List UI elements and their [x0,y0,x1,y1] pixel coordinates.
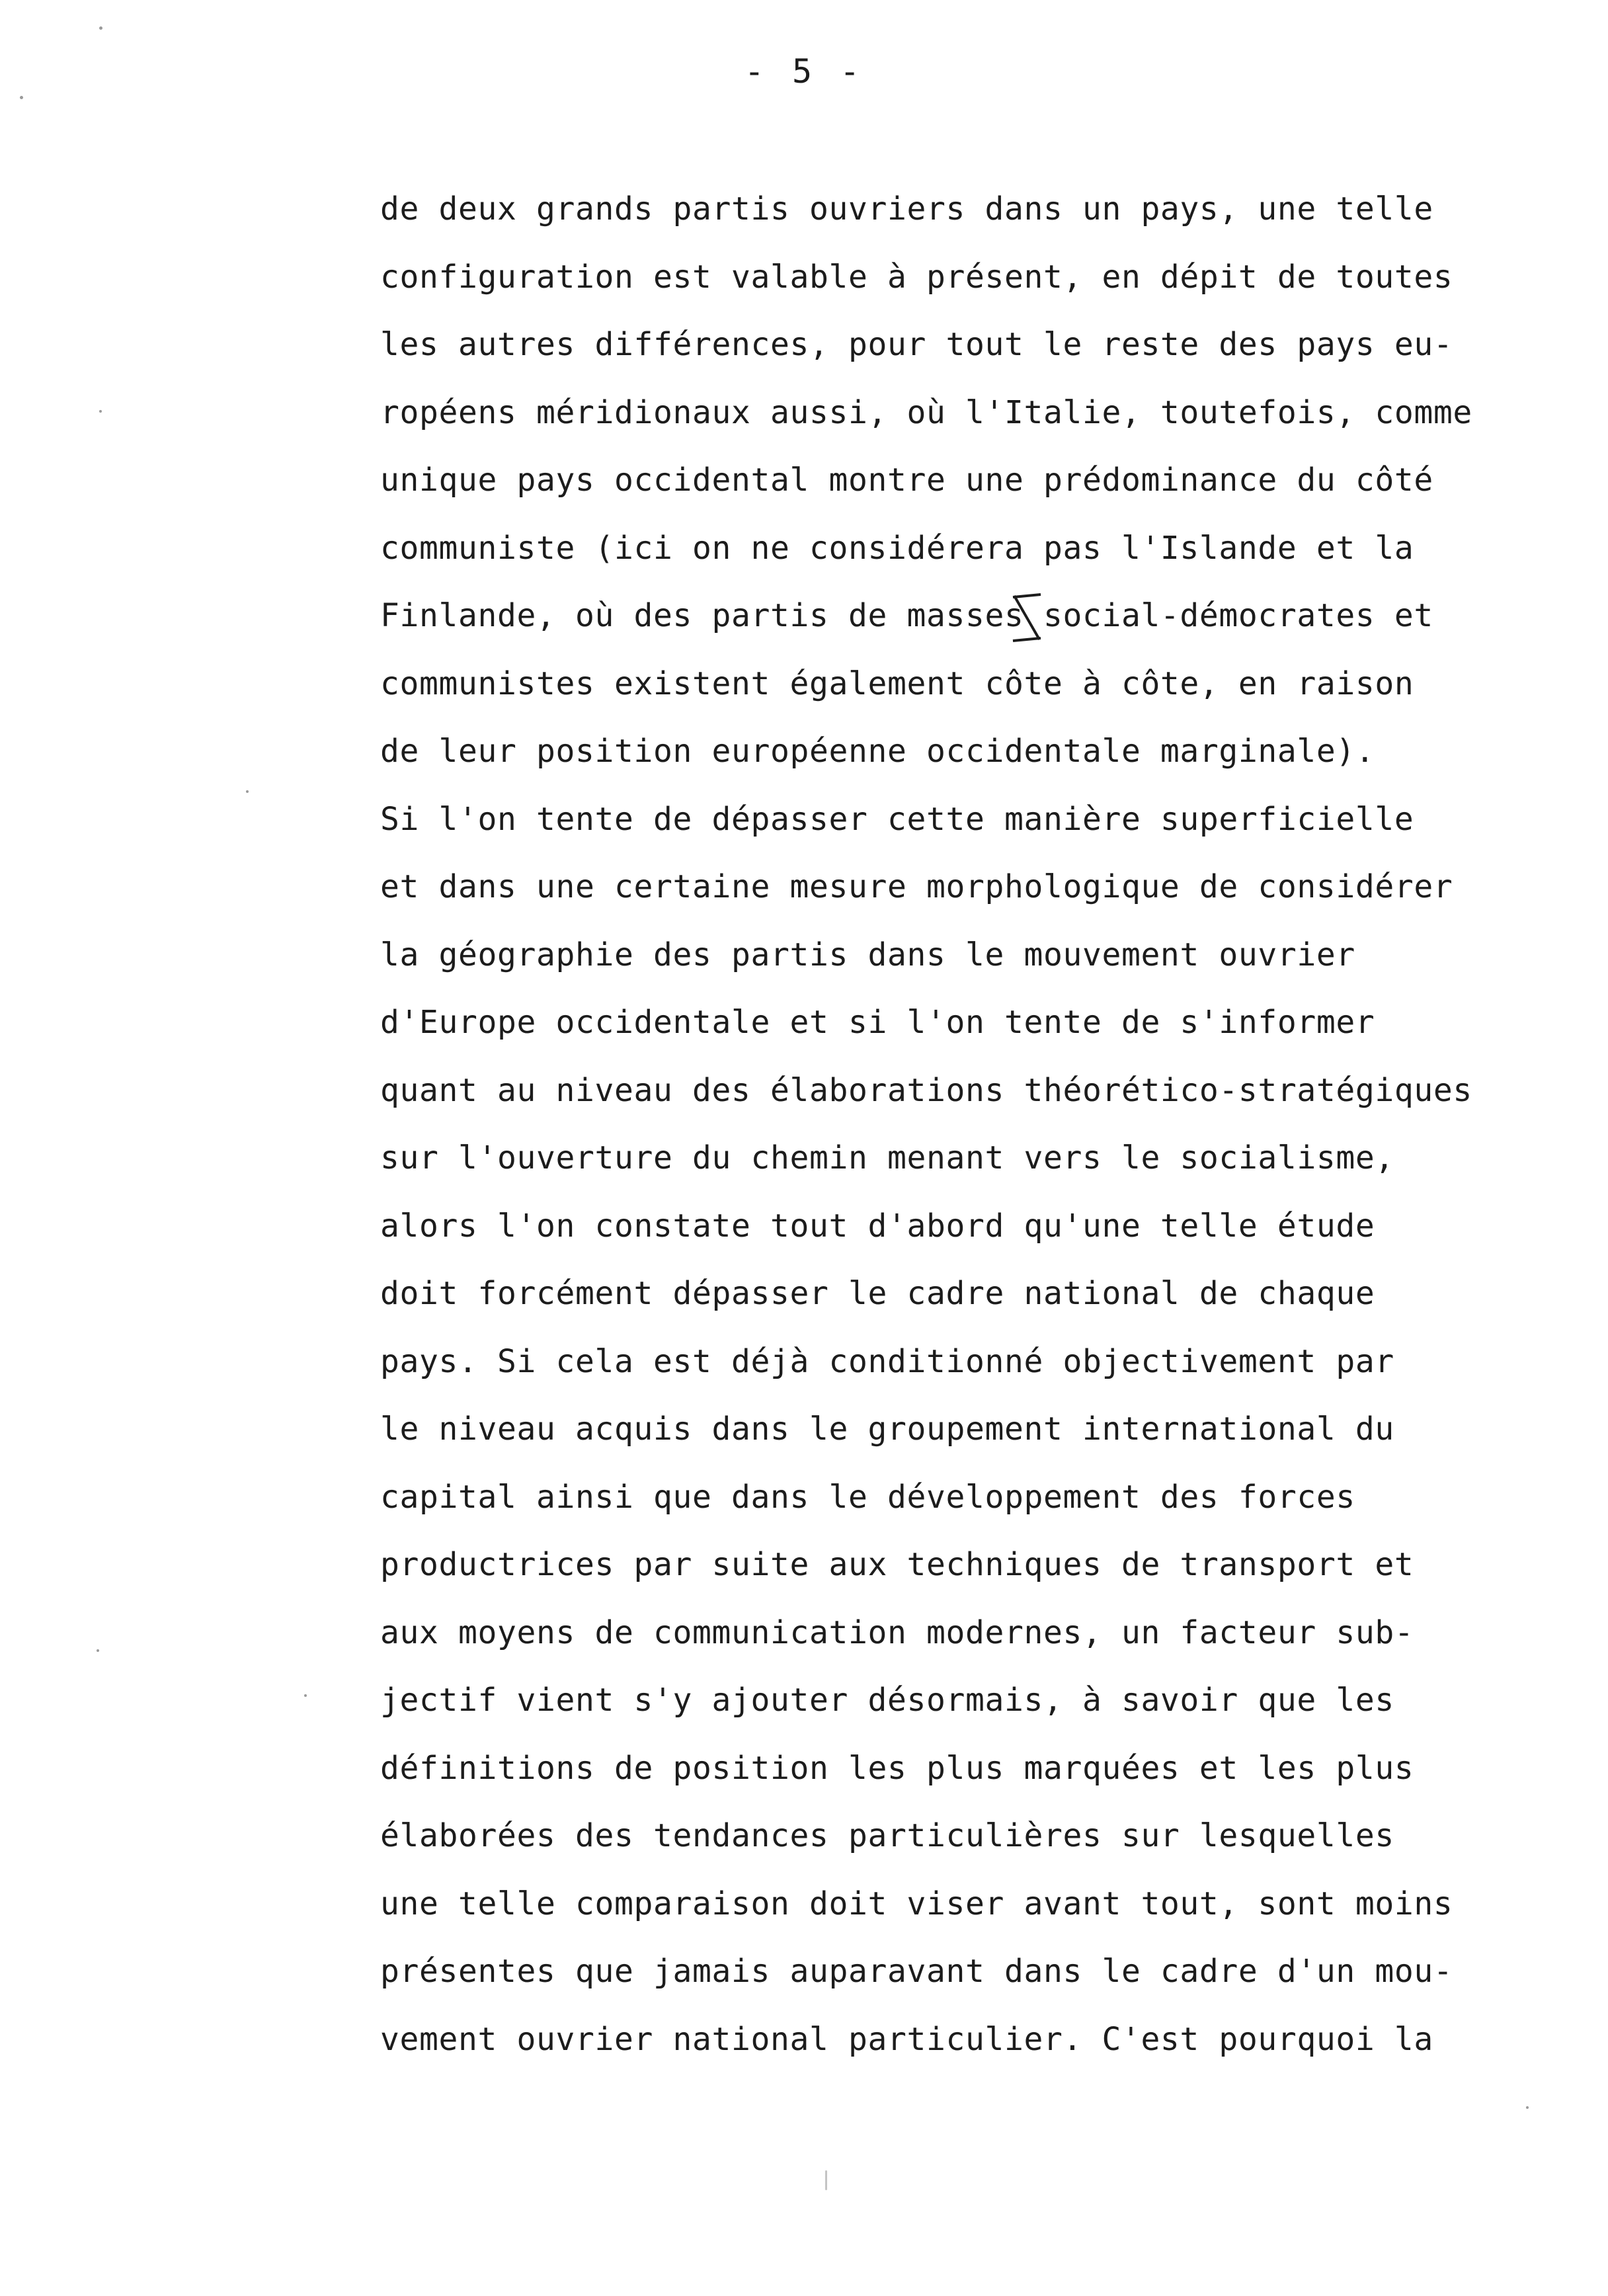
text-line: et dans une certaine mesure morphologique de considérer [380,868,1453,905]
text-line: la géographie des partis dans le mouvement ouvrier [380,936,1355,973]
text-line: élaborées des tendances particulières sur lesquelles [380,1817,1394,1854]
text-line: capital ainsi que dans le développement des forces [380,1478,1355,1516]
scan-speck [20,96,23,99]
scan-speck [99,26,102,30]
scan-speck [304,1694,307,1697]
text-line: productrices par suite aux techniques de transport et [380,1546,1414,1583]
text-line: présentes que jamais auparavant dans le cadre d'un mou- [380,1953,1453,1990]
scan-speck [99,410,102,413]
text-line: vement ouvrier national particulier. C'est pourquoi la [380,2020,1433,2058]
scan-speck [246,790,249,793]
text-line: ropéens méridionaux aussi, où l'Italie, toutefois, comme [380,393,1472,431]
text-line: de leur position européenne occidentale marginale). [380,733,1375,770]
text-line: de deux grands partis ouvriers dans un pays, une telle [380,190,1433,227]
text-line: alors l'on constate tout d'abord qu'une telle étude [380,1207,1375,1245]
text-line: doit forcément dépasser le cadre national de chaque [380,1275,1375,1312]
text-line: jectif vient s'y ajouter désormais, à savoir que les [380,1682,1394,1719]
strikeover-mark [1010,592,1043,645]
text-line: configuration est valable à présent, en dépit de toutes [380,258,1453,296]
text-line: pays. Si cela est déjà conditionné objectivement par [380,1342,1394,1380]
text-line: communiste (ici on ne considérera pas l'Islande et la [380,529,1414,567]
text-line: communistes existent également côte à côte, en raison [380,665,1414,702]
text-line: les autres différences, pour tout le reste des pays eu- [380,326,1453,363]
scan-speck [1526,2106,1529,2109]
text-line: le niveau acquis dans le groupement international du [380,1411,1394,1448]
text-line: une telle comparaison doit viser avant tout, sont moins [380,1885,1453,1922]
page-number: - 5 - [744,52,864,91]
scan-speck [825,2170,827,2190]
text-line: Si l'on tente de dépasser cette manière superficielle [380,800,1414,838]
text-line: Finlande, où des partis de masses social-démocrates et [380,597,1433,634]
text-line: sur l'ouverture du chemin menant vers le socialisme, [380,1139,1394,1176]
text-line: d'Europe occidentale et si l'on tente de s'informer [380,1004,1375,1041]
text-line: quant au niveau des élaborations théorético-stratégiques [380,1071,1472,1109]
text-line: unique pays occidental montre une prédominance du côté [380,462,1433,499]
body-text [380,189,1544,2087]
text-line: aux moyens de communication modernes, un facteur sub- [380,1614,1414,1651]
scan-speck [97,1649,99,1652]
text-line: définitions de position les plus marquées et les plus [380,1749,1414,1787]
